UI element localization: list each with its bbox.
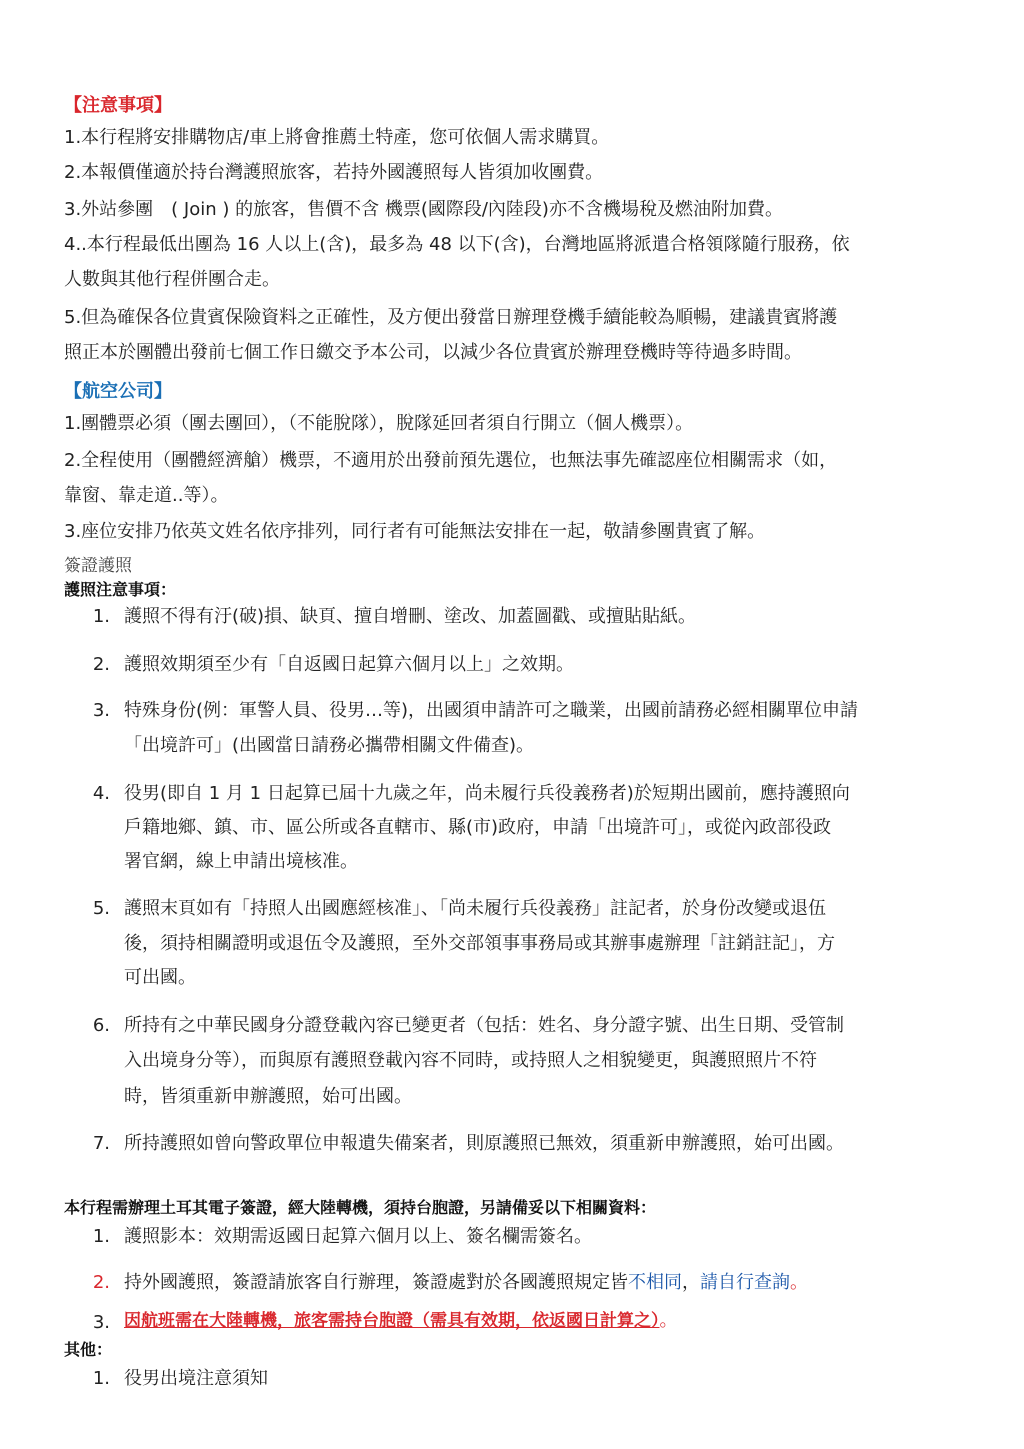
other-item-1: 役男出境注意須知 [124,1368,268,1389]
passport-item-5-line-1: 護照末頁如有「持照人出國應經核准」、「尚未履行兵役義務」註記者，於身份改變或退伍 [124,898,826,919]
passport-item-3-line-1: 特殊身份(例：軍警人員、役男…等)，出國須申請許可之職業，出國前請務必經相關單位申請 [124,700,859,721]
airline-paragraph-2-line-2: 靠窗、靠走道..等）。 [64,485,229,506]
turkey-item-3 [124,1304,678,1339]
notice-paragraph-3: 3.外站參團 ( Join ) 的旅客，售價不含 機票(國際段/內陸段)亦不含機場稅及燃油附加費。 [64,199,783,220]
passport-item-2-line-1: 護照效期須至少有「自返國日起算六個月以上」之效期。 [124,654,574,675]
notice-paragraph-4-line-1: 4..本行程最低出團為 16 人以上(含)，最多為 48 以下(含)，台灣地區將派遣合格領隊隨行服務，依 [64,234,850,255]
passport-item-number: 3. [92,700,110,721]
passport-item-6-line-1: 所持有之中華民國身分證登載內容已變更者（包括：姓名、身分證字號、出生日期、受管制 [124,1015,844,1036]
airline-paragraph-2-line-1: 2.全程使用（團體經濟艙）機票，不適用於出發前預先選位，也無法事先確認座位相關需求（如， [64,450,838,471]
turkey-item-2-comma: ， [682,1272,700,1293]
notice-paragraph-2: 2.本報價僅適於持台灣護照旅客，若持外國護照每人皆須加收團費。 [64,162,604,183]
passport-notes-title: 護照注意事項： [64,580,177,599]
turkey-evisa-title: 本行程需辦理土耳其電子簽證，經大陸轉機，須持台胞證，另請備妥以下相關資料： [64,1198,657,1217]
turkey-item-number: 3. [92,1312,110,1333]
passport-item-number: 5. [92,898,110,919]
passport-item-7-line-1: 所持護照如曾向警政單位申報遺失備案者，則原護照已無效，須重新申辦護照，始可出國。 [124,1133,844,1154]
passport-item-3-line-2: 「出境許可」(出國當日請務必攜帶相關文件備查)。 [124,735,535,756]
passport-item-5-line-3: 可出國。 [124,967,196,988]
notice-paragraph-1: 1.本行程將安排購物店/車上將會推薦土特產，您可依個人需求購買。 [64,127,610,148]
visa-section-title: 簽證護照 [64,556,132,576]
passport-item-number: 4. [92,783,110,804]
turkey-item-number: 1. [92,1226,110,1247]
notice-heading: 【注意事項】 [64,95,172,116]
airline-paragraph-3: 3.座位安排乃依英文姓名依序排列，同行者有可能無法安排在一起，敬請參團貴賓了解。 [64,521,766,542]
passport-item-6-line-3: 時，皆須重新申辦護照，始可出國。 [124,1086,412,1107]
other-item-number: 1. [92,1368,110,1389]
passport-item-number: 2. [92,654,110,675]
passport-item-number: 1. [92,606,110,627]
airline-heading: 【航空公司】 [64,381,172,402]
passport-item-number: 7. [92,1133,110,1154]
passport-item-6-line-2: 入出境身分等），而與原有護照登載內容不同時，或持照人之相貌變更，與護照照片不符 [124,1050,817,1071]
turkey-item-3-text: 因航班需在大陸轉機，旅客需持台胞證（需具有效期，依返國日計算之） [124,1311,660,1331]
turkey-item-1: 護照影本：效期需返國日起算六個月以上、簽名欄需簽名。 [124,1226,592,1247]
airline-paragraph-1: 1.團體票必須（團去團回），（不能脫隊），脫隊延回者須自行開立（個人機票）。 [64,413,694,434]
passport-item-number: 6. [92,1015,110,1036]
notice-paragraph-5-line-1: 5.但為確保各位貴賓保險資料之正確性，及方便出發當日辦理登機手續能較為順暢，建議貴賓將護 [64,307,838,328]
turkey-item-2-highlight: 不相同 [628,1272,682,1293]
other-title: 其他： [64,1340,113,1359]
notice-paragraph-4-line-2: 人數與其他行程併團合走。 [64,269,280,290]
passport-item-5-line-2: 後，須持相關證明或退伍令及護照，至外交部領事事務局或其辦事處辦理「註銷註記」，方 [124,933,835,954]
passport-item-4-line-2: 戶籍地鄉、鎮、市、區公所或各直轄市、縣(市)政府，申請「出境許可」，或從內政部役政 [124,817,832,838]
passport-item-4-line-1: 役男(即自 1 月 1 日起算已屆十九歲之年，尚未履行兵役義務者)於短期出國前，應持護照向 [124,783,850,804]
passport-item-1-line-1: 護照不得有汙(破)損、缺頁、擅自增刪、塗改、加蓋圖戳、或擅貼貼紙。 [124,606,697,627]
passport-item-4-line-3: 署官網，線上申請出境核准。 [124,851,358,872]
turkey-item-number: 2. [92,1272,110,1293]
notice-paragraph-5-line-2: 照正本於團體出發前七個工作日繳交予本公司，以減少各位貴賓於辦理登機時等待過多時間。 [64,342,802,363]
turkey-item-2 [124,1266,808,1301]
turkey-item-2-text: 持外國護照，簽證請旅客自行辦理，簽證處對於各國護照規定皆 [124,1272,628,1293]
turkey-item-3-period: 。 [659,1310,678,1331]
turkey-item-2-query: 請自行查詢 [700,1272,790,1293]
turkey-item-2-period: 。 [790,1272,808,1293]
